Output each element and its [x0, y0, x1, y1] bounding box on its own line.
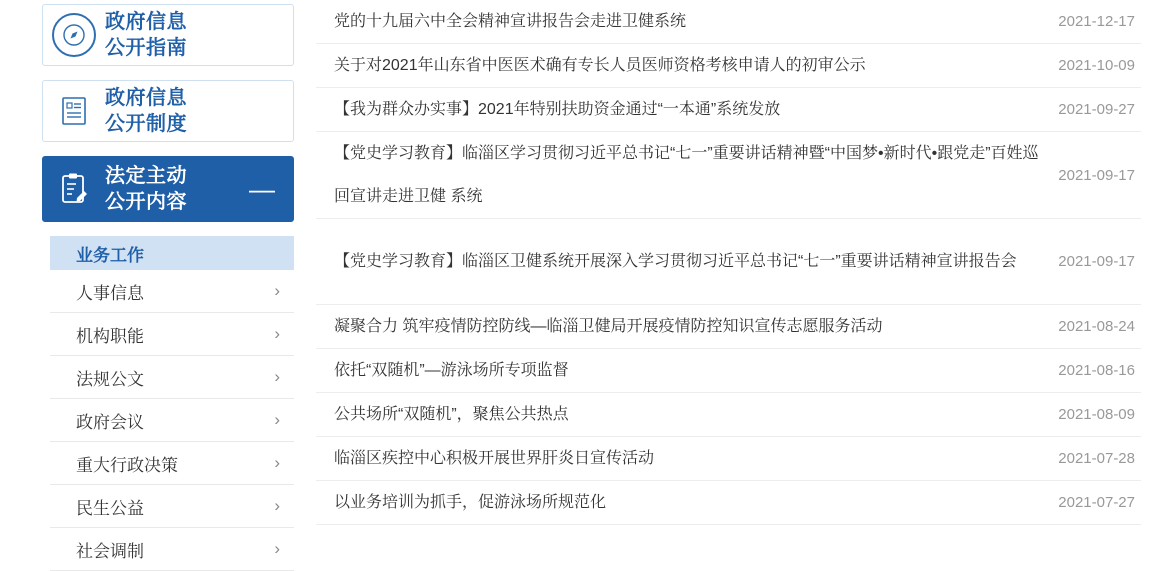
news-item[interactable] [316, 88, 1141, 132]
sidebar-card-label-line1: 政府信息 [105, 11, 187, 33]
sidebar-card-label [105, 163, 187, 215]
sidebar-card-label-line1: 法定主动 [105, 165, 187, 187]
compass-icon [52, 13, 96, 57]
news-date: 2021-09-27 [1058, 101, 1135, 118]
icon-box [43, 92, 105, 130]
sidebar-item-personnel-info[interactable] [50, 270, 294, 313]
news-date: 2021-08-24 [1058, 318, 1135, 335]
news-title[interactable]: 【党史学习教育】临淄区卫健系统开展深入学习贯彻习近平总书记“七一”重要讲话精神宣讲报告会 [334, 253, 1017, 270]
chevron-right-icon: › [274, 410, 280, 429]
sidebar-card-label-line2: 公开指南 [105, 37, 187, 59]
sidebar-card-label-line1: 政府信息 [105, 87, 187, 109]
news-item[interactable] [316, 44, 1141, 88]
news-item[interactable] [316, 481, 1141, 525]
news-title[interactable]: 党的十九届六中全会精神宣讲报告会走进卫健系统 [334, 13, 687, 30]
sidebar-item-major-decisions[interactable] [50, 442, 294, 485]
sidebar-item-social-regulation[interactable] [50, 528, 294, 571]
document-list-icon [55, 92, 93, 130]
sidebar-item-org-functions[interactable] [50, 313, 294, 356]
chevron-right-icon: › [274, 453, 280, 472]
news-date: 2021-08-09 [1058, 406, 1135, 423]
sidebar-item-label: 民生公益 [76, 498, 144, 518]
news-list [302, 0, 1159, 559]
chevron-right-icon: › [274, 367, 280, 386]
news-date: 2021-09-17 [1058, 166, 1135, 184]
news-date: 2021-09-17 [1058, 253, 1135, 270]
collapse-toggle-icon[interactable]: — [249, 174, 275, 204]
sidebar-item-label: 人事信息 [76, 283, 144, 303]
chevron-right-icon: › [274, 539, 280, 558]
sidebar-card-gov-info-system[interactable] [42, 80, 294, 142]
news-title[interactable]: 以业务培训为抓手，促游泳场所规范化 [334, 494, 607, 511]
news-date: 2021-07-28 [1058, 450, 1135, 467]
sidebar-item-public-welfare[interactable] [50, 485, 294, 528]
news-date: 2021-08-16 [1058, 362, 1135, 379]
sidebar-card-label [105, 85, 187, 137]
sidebar-item-label: 社会调制 [76, 541, 144, 561]
chevron-right-icon: › [274, 324, 280, 343]
news-item[interactable] [316, 132, 1141, 219]
news-item[interactable] [316, 393, 1141, 437]
news-item[interactable] [316, 437, 1141, 481]
news-item[interactable] [316, 305, 1141, 349]
subnav-header-business-work: 业务工作 [50, 236, 294, 270]
news-item[interactable] [316, 349, 1141, 393]
sidebar-card-gov-info-guide[interactable] [42, 4, 294, 66]
sidebar-item-label: 机构职能 [76, 326, 144, 346]
icon-box [43, 13, 105, 57]
sidebar [0, 0, 302, 559]
news-date: 2021-12-17 [1058, 13, 1135, 30]
sidebar-card-label-line2: 公开内容 [105, 191, 187, 213]
sidebar-card-label [105, 9, 187, 61]
sidebar-card-label-line2: 公开制度 [105, 113, 187, 135]
news-item[interactable] [316, 219, 1141, 305]
sidebar-item-label: 重大行政决策 [76, 455, 178, 475]
news-title[interactable]: 依托“双随机”—游泳场所专项监督 [334, 362, 569, 379]
news-title[interactable]: 凝聚合力 筑牢疫情防控防线—临淄卫健局开展疫情防控知识宣传志愿服务活动 [334, 318, 883, 335]
sidebar-item-regulations[interactable] [50, 356, 294, 399]
news-title[interactable]: 关于对2021年山东省中医医术确有专长人员医师资格考核申请人的初审公示 [334, 57, 866, 74]
news-item[interactable] [316, 0, 1141, 44]
icon-box [43, 170, 105, 208]
sidebar-item-label: 法规公文 [76, 369, 144, 389]
sidebar-item-label: 政府会议 [76, 412, 144, 432]
clipboard-edit-icon [55, 170, 93, 208]
sidebar-item-gov-meetings[interactable] [50, 399, 294, 442]
news-date: 2021-10-09 [1058, 57, 1135, 74]
news-title[interactable]: 【党史学习教育】临淄区学习贯彻习近平总书记“七一”重要讲话精神暨“中国梦•新时代•跟党走”百姓巡回宣讲走进卫健 系统 [334, 145, 1039, 205]
news-title[interactable]: 临淄区疾控中心积极开展世界肝炎日宣传活动 [334, 450, 655, 467]
chevron-right-icon: › [274, 496, 280, 515]
sidebar-card-statutory-disclosure[interactable] [42, 156, 294, 222]
chevron-right-icon: › [274, 281, 280, 300]
news-title[interactable]: 【我为群众办实事】2021年特别扶助资金通过“一本通”系统发放 [334, 101, 781, 118]
news-title[interactable]: 公共场所“双随机”，聚焦公共热点 [334, 406, 569, 423]
news-date: 2021-07-27 [1058, 494, 1135, 511]
